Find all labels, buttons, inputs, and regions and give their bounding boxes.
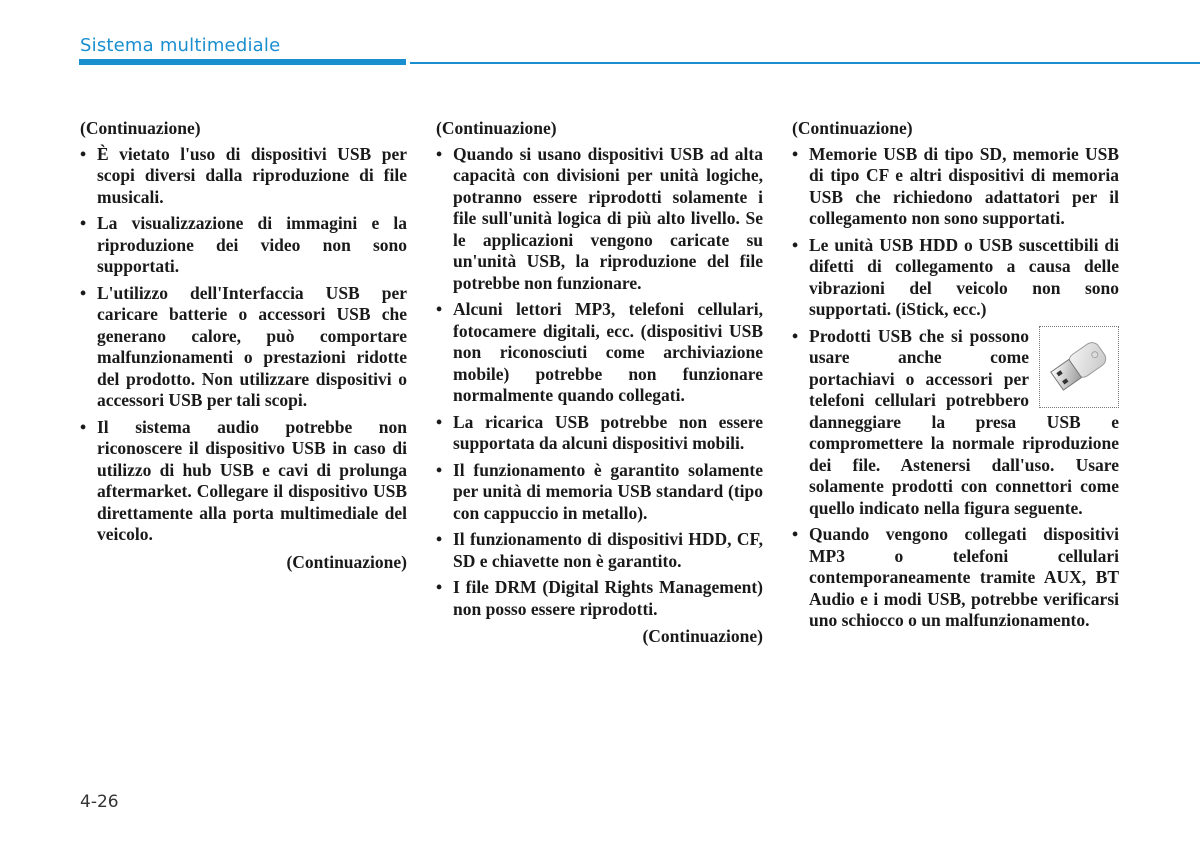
- list-item-text: Il funzionamento di dispositivi HDD, CF, SD e chiavette non è garantito.: [453, 529, 763, 571]
- list-item-text: Il funzionamento è garantito solamente per unità di memoria USB standard (tipo con cappuccio in metallo).: [453, 459, 763, 523]
- list-item-text: È vietato l'uso di dispositivi USB per scopi diversi dalla riproduzione di file musicali.: [97, 143, 407, 207]
- list-item-text: Il sistema audio potrebbe non riconoscere il dispositivo USB in caso di utilizzo di hub USB e cavi di prolunga aftermarket. Collegare il dispositivo USB direttamente alla porta multimediale del veicolo.: [97, 416, 407, 544]
- continued-label-top: (Continuazione): [80, 118, 201, 138]
- bullet-icon: •: [792, 524, 799, 544]
- column-2: [436, 118, 763, 652]
- list-item: [792, 144, 1119, 230]
- bullet-icon: •: [80, 213, 87, 233]
- list-item: [436, 412, 763, 455]
- section-title: Sistema multimediale: [80, 35, 281, 56]
- list-item: [436, 144, 763, 295]
- list-item-text: Memorie USB di tipo SD, memorie USB di tipo CF e altri dispositivi di memoria USB che richiedono adattatori per il collegamento non sono supportati.: [809, 143, 1119, 228]
- bullet-icon: •: [436, 299, 443, 319]
- list-item: [792, 326, 1119, 520]
- bullet-list: [80, 144, 407, 546]
- list-item: [80, 144, 407, 209]
- list-item: [80, 213, 407, 278]
- continued-label-bottom: (Continuazione): [286, 551, 407, 572]
- list-item: [436, 299, 763, 407]
- bullet-icon: •: [792, 325, 799, 346]
- bullet-icon: •: [436, 411, 443, 432]
- column-3: [792, 118, 1119, 637]
- header-rule-thin: [410, 62, 1200, 64]
- bullet-icon: •: [80, 282, 87, 303]
- usb-connector-figure: [1039, 326, 1119, 408]
- list-item: [436, 577, 763, 620]
- bullet-icon: •: [80, 143, 87, 164]
- list-item-text: I file DRM (Digital Rights Management) non posso essere riprodotti.: [453, 577, 763, 619]
- column-1: [80, 118, 407, 577]
- continued-label-top: (Continuazione): [436, 118, 557, 138]
- bullet-list: [792, 144, 1119, 632]
- bullet-icon: •: [436, 529, 443, 549]
- list-item-text: La ricarica USB potrebbe non essere supportata da alcuni dispositivi mobili.: [453, 411, 763, 453]
- bullet-icon: •: [436, 143, 443, 164]
- continued-label-top: (Continuazione): [792, 118, 913, 138]
- bullet-icon: •: [792, 143, 799, 164]
- list-item-text: La visualizzazione di immagini e la riproduzione dei video non sono supportati.: [97, 213, 407, 276]
- list-item: [792, 524, 1119, 632]
- list-item-text: L'utilizzo dell'Interfaccia USB per caricare batterie o accessori USB che generano calore, può comportare malfunzionamenti o prestazioni ridotte del prodotto. Non utilizzare dispositivi o accessori USB per tali scopi.: [97, 282, 407, 410]
- list-item: [792, 235, 1119, 321]
- bullet-icon: •: [80, 416, 87, 437]
- list-item: [436, 529, 763, 572]
- list-item: [80, 417, 407, 546]
- list-item-text: Prodotti USB che si possono usare anche come portachiavi o accessori per telefoni cellulari potrebbero danneggiare la presa USB e compromettere la normale riproduzione dei file. Astenersi dall'uso. Usare solamente prodotti con connettori come quello indicato nella figura seguente.: [809, 325, 1119, 518]
- bullet-icon: •: [792, 234, 799, 255]
- list-item-text: Le unità USB HDD o USB suscettibili di difetti di collegamento a causa delle vibrazioni del veicolo non sono supportati. (iStick, ecc.): [809, 234, 1119, 319]
- header-rule-thick: [79, 59, 406, 65]
- bullet-list: [436, 144, 763, 621]
- usb-connector-icon: [1043, 331, 1115, 403]
- page-number: 4-26: [80, 792, 119, 812]
- list-item-text: Quando si usano dispositivi USB ad alta capacità con divisioni per unità logiche, potranno essere riprodotti solamente i file sull'unità logica di più alto livello. Se le applicazioni vengono caricate su un'unità USB, la riproduzione del file potrebbe non funzionare.: [453, 143, 763, 293]
- list-item: [436, 460, 763, 525]
- continued-label-bottom: (Continuazione): [642, 626, 763, 646]
- list-item-text: Quando vengono collegati dispositivi MP3 o telefoni cellulari contemporaneamente tramite AUX, BT Audio e i modi USB, potrebbe verificarsi uno schiocco o un malfunzionamento.: [809, 524, 1119, 630]
- bullet-icon: •: [436, 577, 443, 597]
- bullet-icon: •: [436, 459, 443, 480]
- list-item-text: Alcuni lettori MP3, telefoni cellulari, fotocamere digitali, ecc. (dispositivi USB non riconosciuti come archiviazione mobile) potrebbe non funzionare normalmente quando collegati.: [453, 299, 763, 405]
- list-item: [80, 283, 407, 412]
